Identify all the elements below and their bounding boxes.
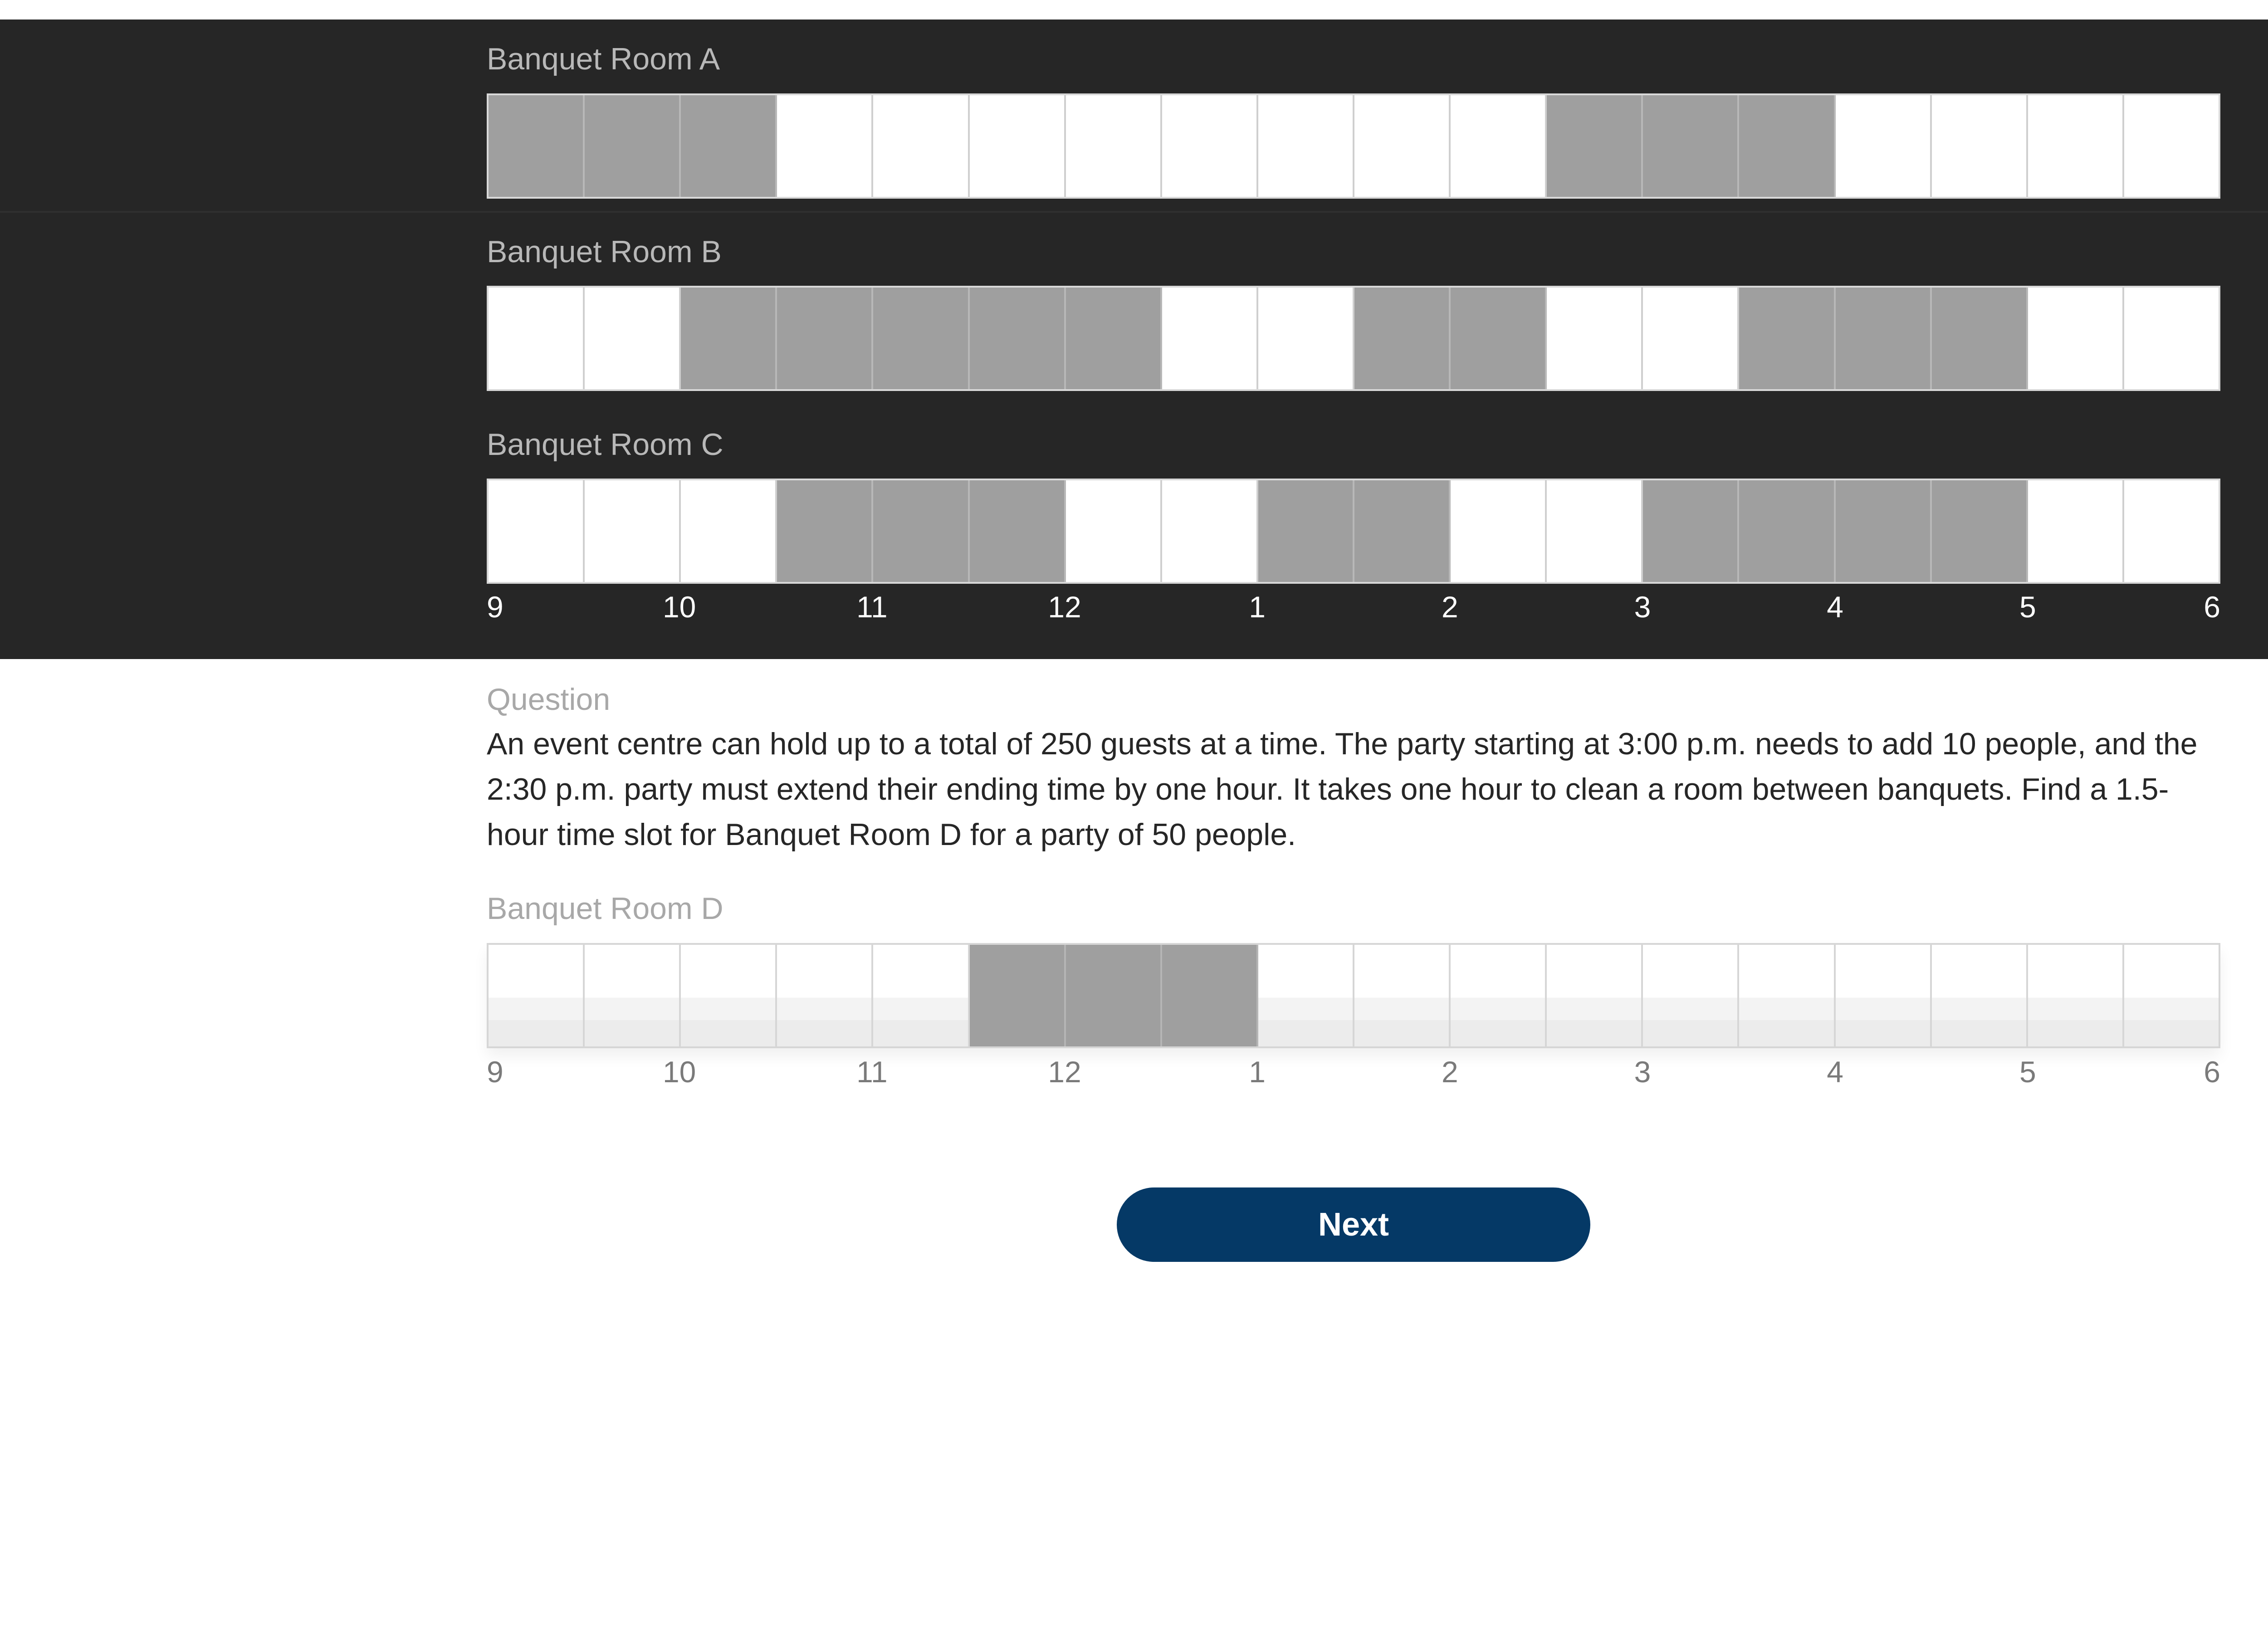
booked-slot [1066, 288, 1162, 389]
booked-slot [681, 95, 777, 197]
booked-slot [1739, 95, 1835, 197]
open-slot [2028, 95, 2124, 197]
booked-slot [1739, 288, 1835, 389]
open-slot[interactable] [2028, 945, 2124, 1046]
booked-slot [970, 288, 1066, 389]
open-slot [681, 480, 777, 582]
open-slot [1258, 95, 1354, 197]
open-slot[interactable] [1451, 945, 1547, 1046]
time-axis-top [487, 592, 2220, 628]
open-slot [1451, 480, 1547, 582]
open-slot [1932, 95, 2028, 197]
time-tick-label: 4 [1827, 1055, 1844, 1089]
open-slot [585, 480, 681, 582]
open-slot [777, 95, 873, 197]
open-slot[interactable] [1932, 945, 2028, 1046]
open-slot [1066, 480, 1162, 582]
time-axis-bottom [487, 1057, 2220, 1093]
room-b-label: Banquet Room B [487, 235, 722, 269]
open-slot [970, 95, 1066, 197]
booked-slot [1643, 480, 1739, 582]
time-tick-label: 12 [1048, 590, 1081, 624]
room-a-timeline [487, 93, 2220, 199]
open-slot[interactable] [1354, 945, 1451, 1046]
room-a-label: Banquet Room A [487, 42, 720, 76]
booked-slot [585, 95, 681, 197]
time-tick-label: 1 [1249, 590, 1266, 624]
booked-slot [1836, 288, 1932, 389]
panel-divider [0, 211, 2268, 213]
booked-slot [1258, 480, 1354, 582]
booked-slot[interactable] [1162, 945, 1258, 1046]
booked-slot [1354, 480, 1451, 582]
booked-slot[interactable] [970, 945, 1066, 1046]
open-slot [2028, 480, 2124, 582]
open-slot [1162, 288, 1258, 389]
time-tick-label: 9 [487, 1055, 503, 1089]
booked-slot [1451, 288, 1547, 389]
time-tick-label: 2 [1441, 1055, 1458, 1089]
open-slot [2124, 288, 2219, 389]
open-slot [1547, 288, 1643, 389]
booked-slot [777, 288, 873, 389]
time-tick-label: 4 [1827, 590, 1844, 624]
open-slot[interactable] [1836, 945, 1932, 1046]
booked-slot [1836, 480, 1932, 582]
booked-slot [1354, 288, 1451, 389]
open-slot [2028, 288, 2124, 389]
open-slot[interactable] [777, 945, 873, 1046]
booked-slot [1739, 480, 1835, 582]
open-slot [1354, 95, 1451, 197]
room-b-timeline [487, 286, 2220, 391]
booked-slot [681, 288, 777, 389]
open-slot [873, 95, 969, 197]
time-tick-label: 10 [662, 590, 696, 624]
open-slot[interactable] [1739, 945, 1835, 1046]
time-tick-label: 5 [2019, 590, 2036, 624]
time-tick-label: 6 [2204, 590, 2220, 624]
open-slot[interactable] [681, 945, 777, 1046]
room-d-timeline[interactable] [487, 943, 2220, 1048]
time-tick-label: 11 [856, 590, 888, 624]
question-label: Question [487, 682, 611, 717]
time-tick-label: 1 [1249, 1055, 1266, 1089]
open-slot[interactable] [873, 945, 969, 1046]
booked-slot [873, 480, 969, 582]
time-tick-label: 6 [2204, 1055, 2220, 1089]
time-tick-label: 11 [856, 1055, 888, 1089]
time-tick-label: 10 [662, 1055, 696, 1089]
booked-slot [873, 288, 969, 389]
room-c-label: Banquet Room C [487, 427, 723, 462]
open-slot[interactable] [1547, 945, 1643, 1046]
time-tick-label: 2 [1441, 590, 1458, 624]
open-slot [489, 288, 585, 389]
booked-slot[interactable] [1066, 945, 1162, 1046]
open-slot [1258, 288, 1354, 389]
time-tick-label: 3 [1634, 1055, 1651, 1089]
room-c-timeline [487, 479, 2220, 584]
open-slot [1162, 95, 1258, 197]
time-tick-label: 9 [487, 590, 503, 624]
booked-slot [1547, 95, 1643, 197]
open-slot[interactable] [489, 945, 585, 1046]
booked-slot [489, 95, 585, 197]
open-slot[interactable] [1258, 945, 1354, 1046]
open-slot [1451, 95, 1547, 197]
open-slot [585, 288, 681, 389]
booked-slot [970, 480, 1066, 582]
open-slot[interactable] [585, 945, 681, 1046]
booked-slot [1932, 480, 2028, 582]
booked-slot [1932, 288, 2028, 389]
open-slot [1547, 480, 1643, 582]
open-slot [1836, 95, 1932, 197]
booked-slot [777, 480, 873, 582]
open-slot [1162, 480, 1258, 582]
open-slot [1643, 288, 1739, 389]
open-slot [2124, 95, 2219, 197]
open-slot [2124, 480, 2219, 582]
next-button[interactable]: Next [1117, 1187, 1590, 1262]
question-text: An event centre can hold up to a total of 250 guests at a time. The party starting at 3:00 p.m. needs to add 10 people, and the 2:30 p.m. party must extend their ending time by one hour. It takes one hour to clean a room between banquets. Find a 1.5-hour time slot for Banquet Room D for a party of 50 people. [487, 727, 2198, 852]
time-tick-label: 12 [1048, 1055, 1081, 1089]
booked-slot [1643, 95, 1739, 197]
room-d-label: Banquet Room D [487, 891, 723, 926]
time-tick-label: 3 [1634, 590, 1651, 624]
open-slot[interactable] [2124, 945, 2219, 1046]
open-slot [489, 480, 585, 582]
time-tick-label: 5 [2019, 1055, 2036, 1089]
open-slot [1066, 95, 1162, 197]
open-slot[interactable] [1643, 945, 1739, 1046]
